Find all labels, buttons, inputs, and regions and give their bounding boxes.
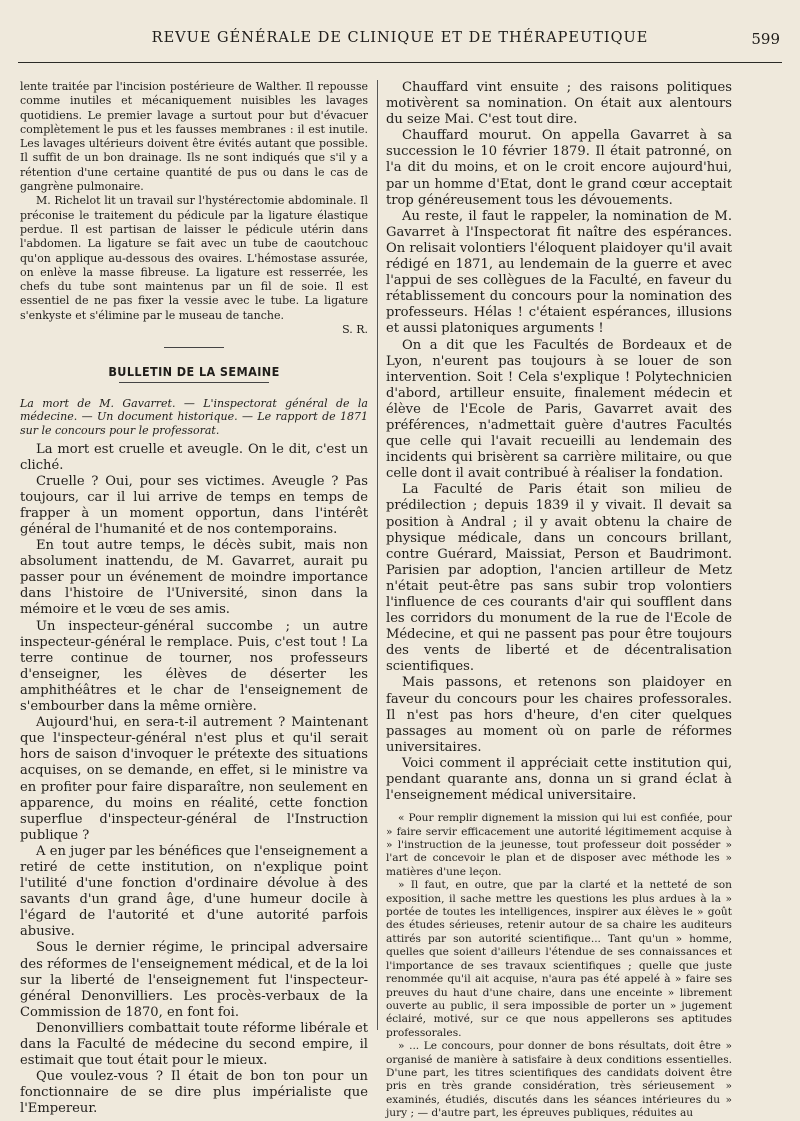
quote-paragraph: » ... Le concours, pour donner de bons résultats, doit être » organisé de manière à satisfaire à deux conditions essentielles. D'une part, les titres scientifiques des candidats doivent être pris en très grande considération, très sérieusement » examinés, étudiés, discutés dans les séances intérieures du » jury ; — d'autre part, les épreuves publiques, réduites au [386,1040,732,1120]
paragraph: Chauffard mourut. On appella Gavarret à sa succession le 10 février 1879. Il était patronné, on l'a dit du moins, et on le croit encore aujourd'hui, par un homme d'Etat, dont le grand cœur acceptait trop généreusement tous les dévouements. [386,128,732,208]
paragraph: lente traitée par l'incision postérieure de Walther. Il repousse comme inutiles et mécaniquement nuisibles les lavages quotidiens. Le premier lavage a surtout pour but d'évacuer complètement le pus et les fausses membranes : il est inutile. Les lavages ultérieurs doivent être évités autant que possible. Il suffit de un bon drainage. Ils ne sont indiqués que s'il y a rétention d'une certaine quantité de pus ou dans le cas de gangrène pulmonaire. [20,80,368,194]
column-divider [377,80,378,1030]
paragraph: Mais passons, et retenons son plaidoyer en faveur du concours pour les chaires professorales. Il n'est pas hors d'heure, d'en citer quelques passages au moment où on parle de réformes universitaires. [386,675,732,755]
paragraph: Aujourd'hui, en sera-t-il autrement ? Maintenant que l'inspecteur-général n'est plus et qu'il serait hors de saison d'invoquer le prétexte des situations acquises, on se demande, en effet, si le ministre va en profiter pour faire disparaître, non seulement en apparence, du moins en réalité, cette fonction superflue d'inspecteur-général de l'Instruction publique ? [20,715,368,843]
paragraph: Un inspecteur-général succombe ; un autre inspecteur-général le remplace. Puis, c'est tout ! La terre continue de tourner, nos professeurs d'enseigner, les élèves de déserter les amphithéâtres et le char de l'enseignement de s'embourber dans la même ornière. [20,618,368,715]
quotation [386,812,732,1120]
summary: La mort de M. Gavarret. — L'inspectorat général de la médecine. — Un document historique. — Le rapport de 1871 sur le concours pour le professorat. [20,396,368,437]
paragraph: M. Richelot lit un travail sur l'hystérectomie abdominale. Il préconise le traitement du pédicule par la ligature élastique perdue. Il est partisan de laisser le pédicule utérin dans l'abdomen. La ligature se fait avec un tube de caoutchouc qu'on applique au-dessous des ovaires. L'hémostase assurée, on enlève la masse fibreuse. La ligature est resserrée, les chefs du tube sont maintenus par un fil de soie. Il est essentiel de ne pas fixer la vessie avec le tube. La ligature s'enkyste et s'élimine par le museau de tanche. [20,194,368,322]
paragraph: Sous le dernier régime, le principal adversaire des réformes de l'enseignement médical, et de la loi sur la liberté de l'enseignement fut l'inspecteur-général Denonvilliers. Les procès-verbaux de la Commission de 1870, en font foi. [20,940,368,1020]
quote-paragraph: « Pour remplir dignement la mission qui lui est confiée, pour » faire servir efficacement une autorité légitimement acquise à » l'instruction de la jeunesse, tout professeur doit posséder » l'art de concevoir le plan et de disposer avec méthode les » matières d'une leçon. [386,812,732,878]
paragraph: Que voulez-vous ? Il était de bon ton pour un fonctionnaire de se dire plus impérialiste que l'Empereur. [20,1069,368,1117]
header-rule [18,62,782,63]
running-title: REVUE GÉNÉRALE DE CLINIQUE ET DE THÉRAPEUTIQUE [151,30,649,46]
paragraph: Chauffard vint ensuite ; des raisons politiques motivèrent sa nomination. On était aux alentours du seize Mai. C'est tout dire. [386,80,732,128]
right-column [386,80,732,1121]
heading-rule [119,382,269,383]
separator [164,347,224,348]
left-column [20,80,368,1117]
paragraph: A en juger par les bénéfices que l'enseignement a retiré de cette institution, on n'explique point l'utilité d'une fonction d'ordinaire dévolue à des savants d'un grand âge, d'une humeur docile à l'égard de l'autorité et d'une autorité parfois abusive. [20,843,368,940]
paragraph: La Faculté de Paris était son milieu de prédilection ; depuis 1839 il y vivait. Il devait sa position à Andral ; il y avait obtenu la chaire de physique médicale, dans un concours brillant, contre Guérard, Maissiat, Person et Baudrimont. Parisien par adoption, l'ancien artilleur de Metz n'était peut-être pas sans subir trop volontiers l'influence de ces courants d'air qui soufflent dans les corridors du monument de la rue de l'Ecole de Médecine, et qui ne passent pas pour être toujours des vents de liberté et de décentralisation scientifiques. [386,482,732,675]
paragraph: En tout autre temps, le décès subit, mais non absolument inattendu, de M. Gavarret, aurait pu passer pour un événement de moindre importance dans l'histoire de l'Université, sinon dans la mémoire et le vœu de ses amis. [20,538,368,618]
signature: S. R. [342,323,368,337]
paragraph: Au reste, il faut le rappeler, la nomination de M. Gavarret à l'Inspectorat fit naître des espérances. On relisait volontiers l'éloquent plaidoyer qu'il avait rédigé en 1871, au lendemain de la guerre et avec l'appui de ses collègues de la Faculté, en faveur du rétablissement du concours pour la nomination des professeurs. Hélas ! c'étaient espérances, illusions et aussi platoniques arguments ! [386,208,732,337]
page-number: 599 [751,30,780,48]
quote-paragraph: » Il faut, en outre, que par la clarté et la netteté de son exposition, il sache mettre les questions les plus ardues à la » portée de toutes les intelligences, inspirer aux élèves le » goût des études sérieuses, retenir autour de sa chaire les auditeurs attirés par son autorité scientifique... Tant qu'un » homme, quelles que soient d'ailleurs l'étendue de ses connaissances et l'importance de ses travaux scientifiques ; quelle que juste renommée qu'il ait acquise, n'aura pas été appelé à » faire ses preuves du haut d'une chaire, dans une enceinte » librement ouverte au public, il sera impossible de porter un » jugement éclairé, motivé, sur ce que nous appellerons ses aptitudes professorales. [386,879,732,1039]
paragraph: La mort est cruelle et aveugle. On le dit, c'est un cliché. [20,441,368,473]
paragraph: Cruelle ? Oui, pour ses victimes. Aveugle ? Pas toujours, car il lui arrive de temps en temps de frapper à un moment opportun, dans l'intérêt général de l'humanité et de nos contemporains. [20,473,368,537]
page-header [20,26,780,54]
section-heading: BULLETIN DE LA SEMAINE [108,364,280,380]
paragraph: On a dit que les Facultés de Bordeaux et de Lyon, n'eurent pas toujours à se louer de son intervention. Soit ! Cela s'explique ! Polytechnicien d'abord, artilleur ensuite, finalement médecin et élève de l'Ecole de Paris, Gavarret avait des préférences, n'admettait guère d'autres Facultés que celle qui l'avait recueilli au lendemain des incidents qui brisèrent sa carrière militaire, ou que celle dont il avait contribué à réaliser la fondation. [386,337,732,482]
paragraph: Voici comment il appréciait cette institution qui, pendant quarante ans, donna un si grand éclat à l'enseignement médical universitaire. [386,755,732,804]
paragraph: Denonvilliers combattait toute réforme libérale et dans la Faculté de médecine du second empire, il estimait que tout était pour le mieux. [20,1020,368,1069]
